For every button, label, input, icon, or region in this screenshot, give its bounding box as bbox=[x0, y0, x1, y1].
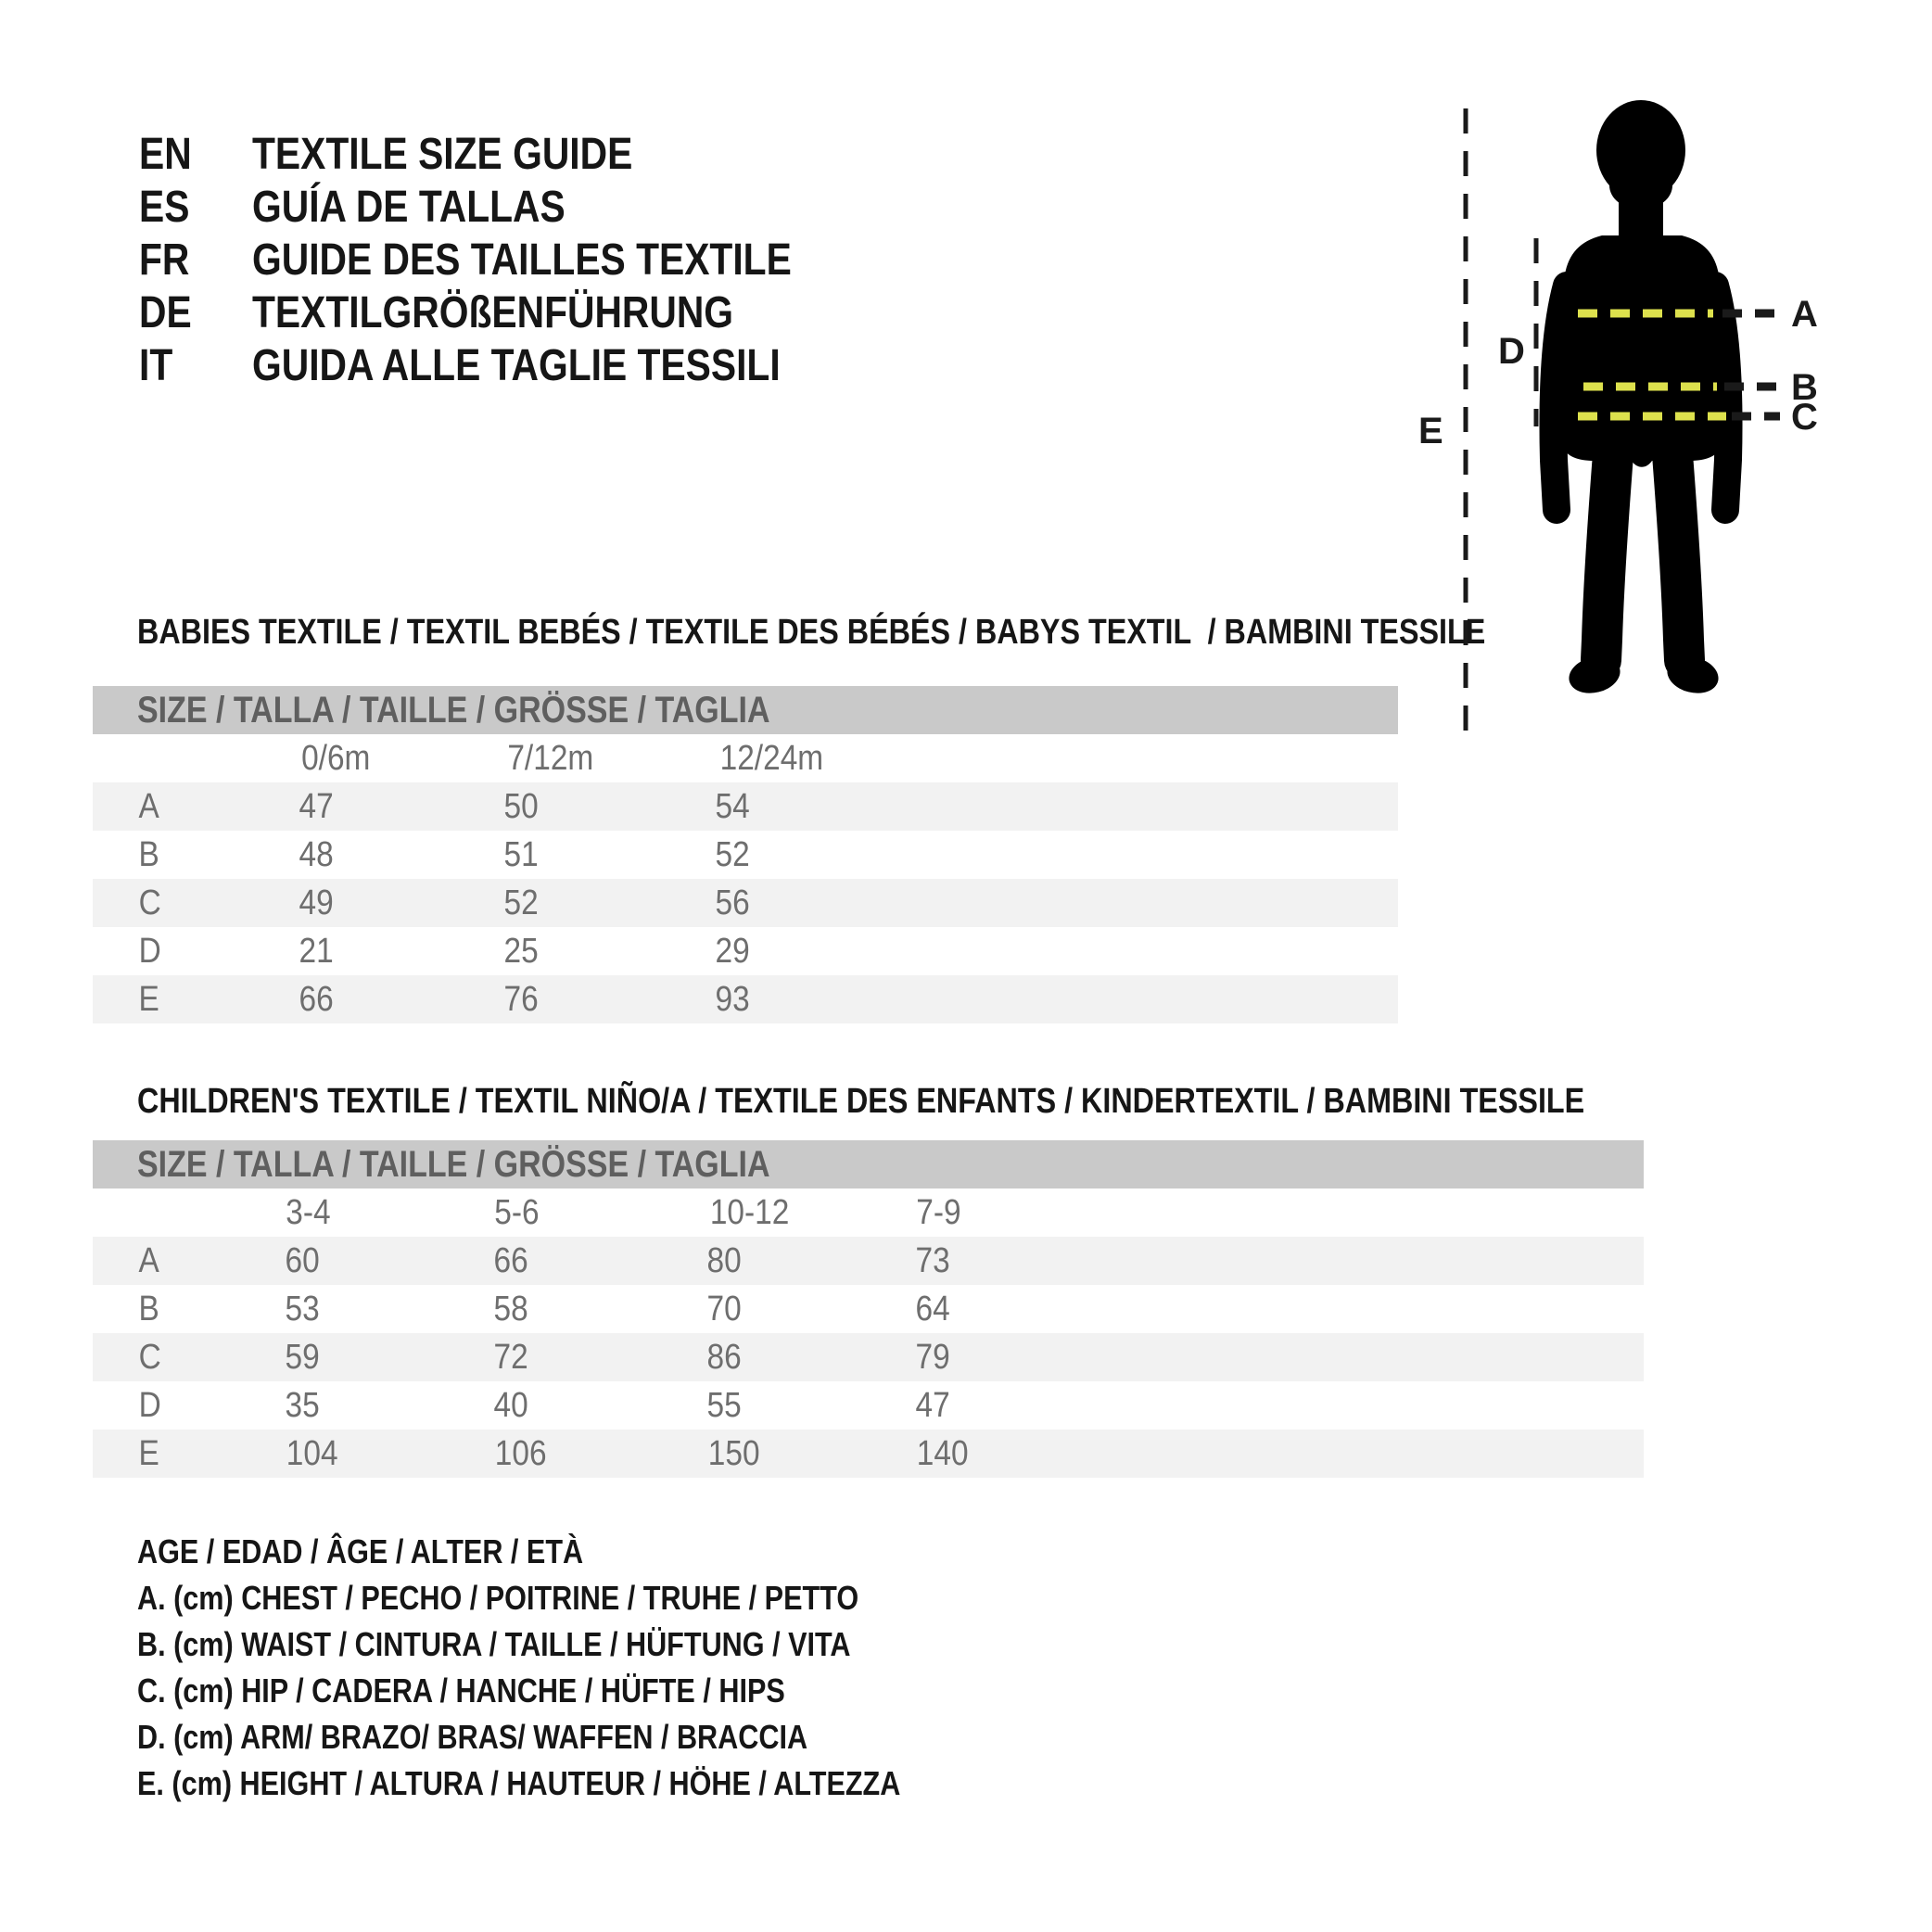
table-row bbox=[93, 1430, 1644, 1478]
cell-value: 79 bbox=[915, 1338, 950, 1377]
table-row bbox=[93, 782, 1398, 831]
cell-value: 59 bbox=[285, 1338, 320, 1377]
children-col-7-9: 7-9 bbox=[916, 1193, 961, 1232]
row-label: A bbox=[138, 787, 159, 826]
legend-hip: C. (cm) HIP / CADERA / HANCHE / HÜFTE / HIPS bbox=[137, 1671, 785, 1710]
cell-value: 93 bbox=[715, 980, 750, 1019]
marker-D: D bbox=[1498, 331, 1525, 372]
lang-title: GUIDA ALLE TAGLIE TESSILI bbox=[252, 341, 781, 390]
cell-value: 47 bbox=[915, 1386, 950, 1425]
lang-row-fr bbox=[139, 235, 887, 286]
cell-value: 64 bbox=[915, 1290, 950, 1328]
cell-value: 52 bbox=[715, 835, 750, 874]
cell-value: 66 bbox=[299, 980, 334, 1019]
babies-column-header-row bbox=[93, 734, 1398, 782]
lang-code: ES bbox=[139, 183, 190, 232]
legend-height: E. (cm) HEIGHT / ALTURA / HAUTEUR / HÖHE / ALTEZZA bbox=[137, 1764, 901, 1802]
babies-col-0-6m: 0/6m bbox=[301, 739, 371, 778]
cell-value: 54 bbox=[715, 787, 750, 826]
row-label: D bbox=[138, 1386, 161, 1425]
cell-value: 55 bbox=[706, 1386, 742, 1425]
children-col-3-4: 3-4 bbox=[286, 1193, 331, 1232]
babies-col-7-12m: 7/12m bbox=[507, 739, 594, 778]
measurement-figure bbox=[1372, 56, 1932, 760]
lang-title: GUÍA DE TALLAS bbox=[252, 183, 566, 232]
table-row bbox=[93, 879, 1398, 927]
lang-title: GUIDE DES TAILLES TEXTILE bbox=[252, 235, 792, 285]
lang-code: IT bbox=[139, 341, 173, 390]
babies-section-title: BABIES TEXTILE / TEXTIL BEBÉS / TEXTILE DES BÉBÉS / BABYS TEXTIL / BAMBINI TESSILE bbox=[137, 613, 1486, 652]
cell-value: 50 bbox=[503, 787, 539, 826]
cell-value: 80 bbox=[706, 1241, 742, 1280]
lang-title: TEXTILE SIZE GUIDE bbox=[252, 130, 633, 179]
children-section-title: CHILDREN'S TEXTILE / TEXTIL NIÑO/A / TEXTILE DES ENFANTS / KINDERTEXTIL / BAMBINI TESSILE bbox=[137, 1082, 1585, 1121]
row-label: D bbox=[138, 932, 161, 971]
children-size-header-bar bbox=[93, 1140, 1644, 1188]
children-col-10-12: 10-12 bbox=[709, 1193, 790, 1232]
row-label: A bbox=[138, 1241, 159, 1280]
lang-code: FR bbox=[139, 235, 190, 285]
table-row bbox=[93, 975, 1398, 1023]
cell-value: 21 bbox=[299, 932, 334, 971]
children-col-5-6: 5-6 bbox=[494, 1193, 540, 1232]
row-label: B bbox=[138, 1290, 159, 1328]
cell-value: 86 bbox=[706, 1338, 742, 1377]
cell-value: 40 bbox=[493, 1386, 528, 1425]
cell-value: 104 bbox=[286, 1434, 338, 1473]
row-label: C bbox=[138, 1338, 161, 1377]
lang-row-de bbox=[139, 287, 819, 339]
cell-value: 53 bbox=[285, 1290, 320, 1328]
cell-value: 72 bbox=[493, 1338, 528, 1377]
child-silhouette bbox=[1554, 100, 1729, 698]
cell-value: 56 bbox=[715, 883, 750, 922]
row-label: B bbox=[138, 835, 159, 874]
lang-code: DE bbox=[139, 288, 192, 337]
legend-chest: A. (cm) CHEST / PECHO / POITRINE / TRUHE / PETTO bbox=[137, 1579, 859, 1617]
cell-value: 47 bbox=[299, 787, 334, 826]
marker-A: A bbox=[1791, 294, 1818, 335]
cell-value: 106 bbox=[494, 1434, 547, 1473]
table-row bbox=[93, 1237, 1644, 1285]
children-column-header-row bbox=[93, 1188, 1644, 1237]
babies-size-header-text: SIZE / TALLA / TAILLE / GRÖSSE / TAGLIA bbox=[137, 689, 770, 731]
lang-code: EN bbox=[139, 130, 192, 179]
table-row bbox=[93, 1285, 1644, 1333]
cell-value: 51 bbox=[503, 835, 539, 874]
row-label: E bbox=[138, 980, 159, 1019]
child-silhouette-diagram bbox=[1372, 56, 1932, 760]
cell-value: 35 bbox=[285, 1386, 320, 1425]
cell-value: 73 bbox=[915, 1241, 950, 1280]
table-row bbox=[93, 831, 1398, 879]
legend-age: AGE / EDAD / ÂGE / ALTER / ETÀ bbox=[137, 1532, 584, 1570]
cell-value: 60 bbox=[285, 1241, 320, 1280]
children-size-header-text: SIZE / TALLA / TAILLE / GRÖSSE / TAGLIA bbox=[137, 1143, 770, 1185]
lang-row-es bbox=[139, 182, 620, 234]
lang-row-en bbox=[139, 129, 700, 181]
legend-arm: D. (cm) ARM/ BRAZO/ BRAS/ WAFFEN / BRACCIA bbox=[137, 1718, 808, 1756]
cell-value: 48 bbox=[299, 835, 334, 874]
cell-value: 70 bbox=[706, 1290, 742, 1328]
lang-title: TEXTILGRÖßENFÜHRUNG bbox=[252, 288, 734, 337]
table-row bbox=[93, 1381, 1644, 1430]
cell-value: 58 bbox=[493, 1290, 528, 1328]
marker-E: E bbox=[1418, 411, 1443, 451]
cell-value: 25 bbox=[503, 932, 539, 971]
babies-col-12-24m: 12/24m bbox=[719, 739, 824, 778]
table-row bbox=[93, 1333, 1644, 1381]
table-row bbox=[93, 927, 1398, 975]
row-label: C bbox=[138, 883, 161, 922]
marker-C: C bbox=[1791, 397, 1818, 438]
cell-value: 76 bbox=[503, 980, 539, 1019]
row-label: E bbox=[138, 1434, 159, 1473]
cell-value: 66 bbox=[493, 1241, 528, 1280]
lang-row-it bbox=[139, 340, 873, 392]
cell-value: 29 bbox=[715, 932, 750, 971]
legend-waist: B. (cm) WAIST / CINTURA / TAILLE / HÜFTUNG / VITA bbox=[137, 1625, 851, 1663]
marker-B: B bbox=[1791, 367, 1818, 408]
cell-value: 150 bbox=[707, 1434, 760, 1473]
babies-size-header-bar bbox=[93, 686, 1398, 734]
cell-value: 140 bbox=[916, 1434, 969, 1473]
cell-value: 49 bbox=[299, 883, 334, 922]
cell-value: 52 bbox=[503, 883, 539, 922]
